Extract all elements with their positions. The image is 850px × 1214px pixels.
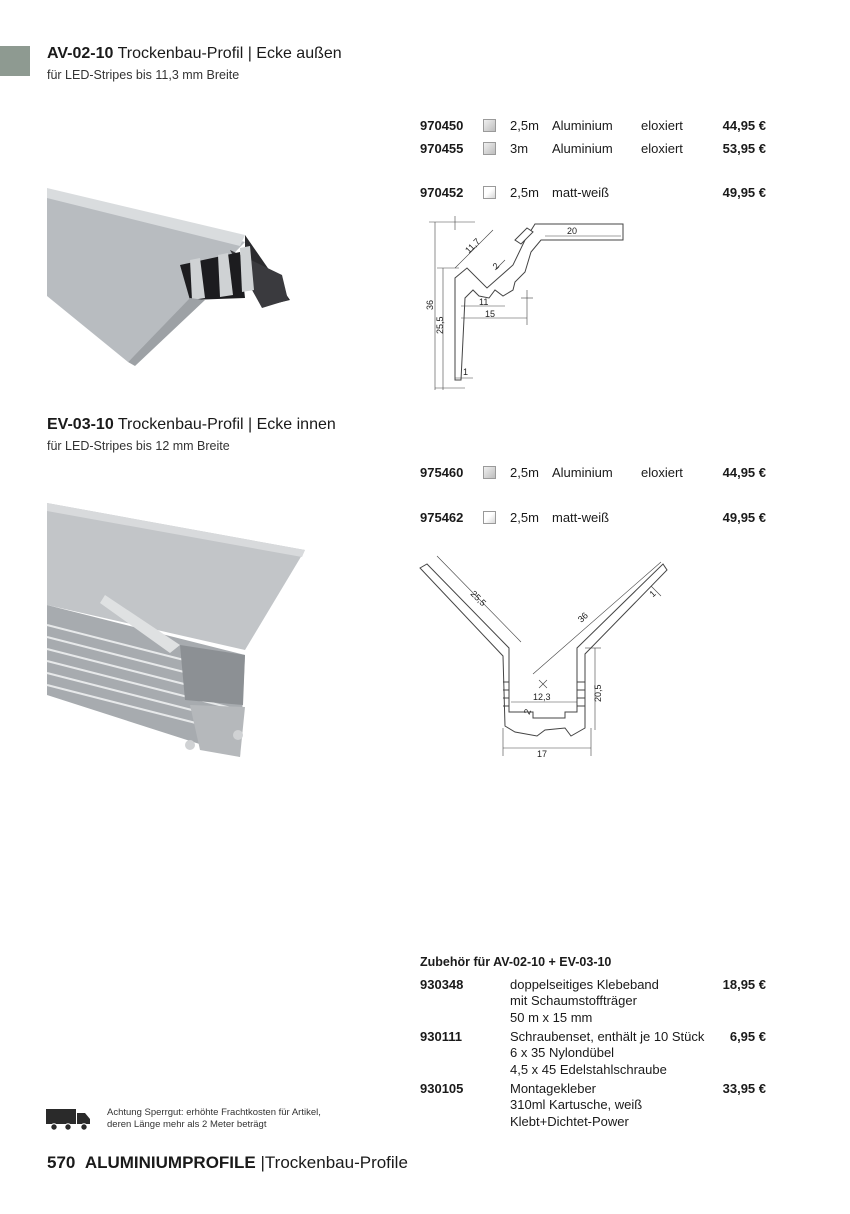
dimension-label: 36	[575, 610, 590, 625]
variant-material: matt-weiß	[552, 510, 610, 525]
footer-subsection: Trockenbau-Profile	[264, 1153, 408, 1172]
variant-length: 3m	[510, 141, 529, 156]
product-code: EV-03-10	[47, 416, 114, 433]
variant-price: 44,95 €	[722, 118, 766, 133]
variant-price: 49,95 €	[722, 510, 766, 525]
dimension-label: 15	[485, 309, 496, 319]
dimension-label: 2	[490, 260, 502, 272]
shipping-note: Achtung Sperrgut: erhöhte Frachtkosten für Artikel, deren Länge mehr als 2 Meter beträgt	[107, 1107, 321, 1130]
accessory-row	[420, 1029, 770, 1079]
article-number: 970450	[420, 118, 464, 133]
dimension-label: 1	[647, 588, 658, 600]
accessory-row	[420, 977, 770, 1027]
color-swatch-aluminium	[483, 142, 496, 155]
dimension-label: 17	[537, 749, 548, 759]
dimension-label: 2	[521, 707, 533, 716]
variant-length: 2,5m	[510, 118, 539, 133]
dimension-label: 25,5	[435, 316, 445, 334]
product-title-av0210	[47, 45, 342, 63]
variant-row	[420, 185, 770, 203]
variant-length: 2,5m	[510, 185, 539, 200]
accessory-description: doppelseitiges Klebeband mit Schaumstoffträger 50 m x 15 mm	[510, 977, 659, 1025]
accessories-heading: Zubehör für AV-02-10 + EV-03-10	[420, 955, 612, 969]
dimension-label: 11	[479, 297, 489, 307]
color-swatch-white	[483, 186, 496, 199]
footer-section: ALUMINIUMPROFILE	[84, 1153, 256, 1172]
accessory-row	[420, 1081, 770, 1131]
technical-drawing-av0210	[415, 210, 630, 395]
dimension-label: 25,5	[468, 588, 489, 609]
product-name: Trockenbau-Profil | Ecke innen	[117, 416, 336, 433]
variant-row	[420, 118, 770, 136]
variant-finish: eloxiert	[641, 118, 683, 133]
product-subtitle: für LED-Stripes bis 11,3 mm Breite	[47, 68, 240, 82]
product-subtitle: für LED-Stripes bis 12 mm Breite	[47, 439, 230, 453]
accessory-price: 6,95 €	[729, 1029, 766, 1044]
variant-material: Aluminium	[552, 141, 613, 156]
accessory-description: Schraubenset, enthält je 10 Stück 6 x 35 Nylondübel 4,5 x 45 Edelstahlschraube	[510, 1029, 705, 1077]
article-number: 930348	[420, 977, 464, 992]
dimension-label: 20	[567, 226, 578, 236]
variant-row	[420, 141, 770, 159]
variant-price: 53,95 €	[722, 141, 766, 156]
variant-material: Aluminium	[552, 118, 613, 133]
dimension-label: 20,5	[593, 684, 603, 702]
variant-finish: eloxiert	[641, 465, 683, 480]
accessory-description: Montagekleber 310ml Kartusche, weiß Klebt+Dichtet-Power	[510, 1081, 643, 1129]
page-footer: 570 ALUMINIUMPROFILE |Trockenbau-Profile	[47, 1153, 408, 1172]
article-number: 930111	[420, 1029, 462, 1044]
accessory-price: 33,95 €	[722, 1081, 766, 1096]
article-number: 975462	[420, 510, 464, 525]
product-code: AV-02-10	[47, 45, 114, 62]
variant-length: 2,5m	[510, 465, 539, 480]
dimension-label: 36	[425, 299, 435, 310]
color-swatch-white	[483, 511, 496, 524]
page-number: 570	[47, 1153, 76, 1172]
variant-row	[420, 510, 770, 528]
dimension-label: 1	[463, 367, 469, 377]
product-image-av0210	[40, 180, 300, 370]
section-tab-marker	[0, 46, 30, 76]
color-swatch-aluminium	[483, 466, 496, 479]
variant-price: 44,95 €	[722, 465, 766, 480]
article-number: 930105	[420, 1081, 464, 1096]
variant-price: 49,95 €	[722, 185, 766, 200]
product-name: Trockenbau-Profil | Ecke außen	[117, 45, 342, 62]
accessory-price: 18,95 €	[722, 977, 766, 992]
dimension-label: 11,7	[463, 236, 483, 256]
article-number: 975460	[420, 465, 464, 480]
variant-finish: eloxiert	[641, 141, 683, 156]
technical-drawing-ev0310	[415, 550, 675, 765]
variant-row	[420, 465, 770, 483]
article-number: 970452	[420, 185, 464, 200]
product-title-ev0310	[47, 416, 336, 434]
dimension-label: 12,3	[533, 692, 551, 702]
variant-material: Aluminium	[552, 465, 613, 480]
variant-material: matt-weiß	[552, 185, 610, 200]
truck-icon	[46, 1108, 92, 1132]
article-number: 970455	[420, 141, 464, 156]
variant-length: 2,5m	[510, 510, 539, 525]
product-image-ev0310	[40, 495, 310, 765]
color-swatch-aluminium	[483, 119, 496, 132]
